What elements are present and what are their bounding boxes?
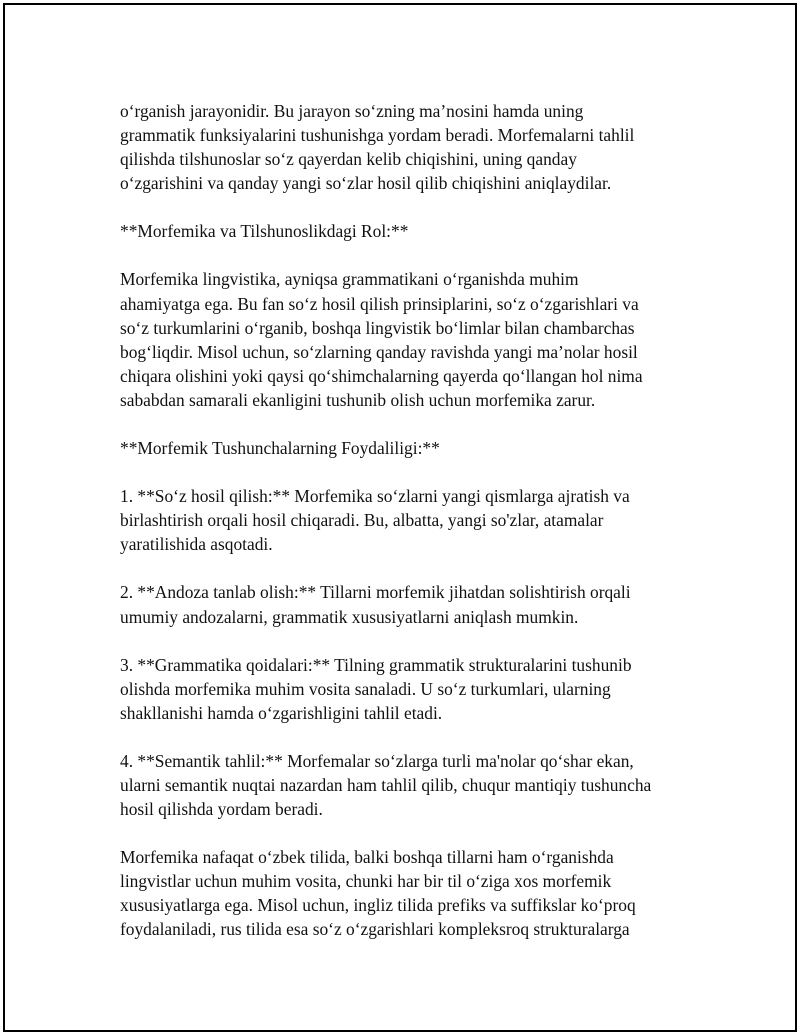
text-line: olishda morfemika muhim vosita sanaladi. U so‘z turkumlari, ularning: [120, 678, 611, 699]
text-line: 4. **Semantik tahlil:** Morfemalar so‘zlarga turli ma'nolar qo‘shar ekan,: [120, 750, 634, 771]
text-line: birlashtirish orqali hosil chiqaradi. Bu, albatta, yangi so'zlar, atamalar: [120, 510, 604, 531]
text-line: o‘rganish jarayonidir. Bu jarayon so‘zning ma’nosini hamda uning: [120, 101, 584, 121]
text-line: qilishda tilshunoslar so‘z qayerdan kelib chiqishini, uning qanday: [120, 149, 577, 170]
list-item-3: [120, 653, 700, 725]
text-line: o‘zgarishini va qanday yangi so‘zlar hosil qilib chiqishini aniqlaydilar.: [120, 173, 612, 194]
list-item-1: [120, 484, 700, 556]
page-frame: [3, 3, 797, 1032]
document-body: [120, 99, 700, 966]
paragraph-role: [120, 267, 700, 412]
text-line: shakllanishi hamda o‘zgarishligini tahlil etadi.: [120, 702, 443, 723]
paragraph-intro: [120, 99, 700, 195]
text-line: ahamiyatga ega. Bu fan so‘z hosil qilish prinsiplarini, so‘z o‘zgarishlari va: [120, 293, 639, 314]
section-heading-usefulness: [120, 436, 700, 460]
heading-line: **Morfemika va Tilshunoslikdagi Rol:**: [120, 221, 409, 242]
text-line: ularni semantik nuqtai nazardan ham tahlil qilib, chuqur mantiqiy tushuncha: [120, 774, 652, 795]
text-line: sababdan samarali ekanligini tushunib olish uchun morfemika zarur.: [120, 389, 596, 410]
text-line: hosil qilishda yordam beradi.: [120, 799, 323, 820]
text-line: so‘z turkumlarini o‘rganib, boshqa lingvistik bo‘limlar bilan chambarchas: [120, 317, 635, 338]
text-line: Morfemika lingvistika, ayniqsa grammatikani o‘rganishda muhim: [120, 269, 579, 290]
text-line: lingvistlar uchun muhim vosita, chunki har bir til o‘ziga xos morfemik: [120, 871, 612, 892]
text-line: 1. **So‘z hosil qilish:** Morfemika so‘zlarni yangi qismlarga ajratish va: [120, 486, 630, 507]
section-heading-role: [120, 219, 700, 243]
text-line: yaratilishida asqotadi.: [120, 534, 273, 555]
list-item-4: [120, 749, 700, 821]
text-line: bog‘liqdir. Misol uchun, so‘zlarning qanday ravishda yangi ma’nolar hosil: [120, 341, 638, 362]
text-line: Morfemika nafaqat o‘zbek tilida, balki boshqa tillarni ham o‘rganishda: [120, 847, 614, 868]
heading-line: **Morfemik Tushunchalarning Foydaliligi:**: [120, 438, 440, 459]
text-line: umumiy andozalarni, grammatik xususiyatlarni aniqlash mumkin.: [120, 606, 579, 627]
text-line: xususiyatlarga ega. Misol uchun, ingliz tilida prefiks va suffikslar ko‘proq: [120, 895, 636, 916]
text-line: foydalaniladi, rus tilida esa so‘z o‘zgarishlari kompleksroq strukturalarga: [120, 919, 630, 940]
text-line: 2. **Andoza tanlab olish:** Tillarni morfemik jihatdan solishtirish orqali: [120, 582, 631, 603]
text-line: 3. **Grammatika qoidalari:** Tilning grammatik strukturalarini tushunib: [120, 654, 632, 675]
paragraph-closing: [120, 845, 700, 941]
text-line: grammatik funksiyalarini tushunishga yordam beradi. Morfemalarni tahlil: [120, 125, 635, 146]
list-item-2: [120, 580, 700, 628]
text-line: chiqara olishini yoki qaysi qo‘shimchalarning qayerda qo‘llangan hol nima: [120, 365, 643, 386]
